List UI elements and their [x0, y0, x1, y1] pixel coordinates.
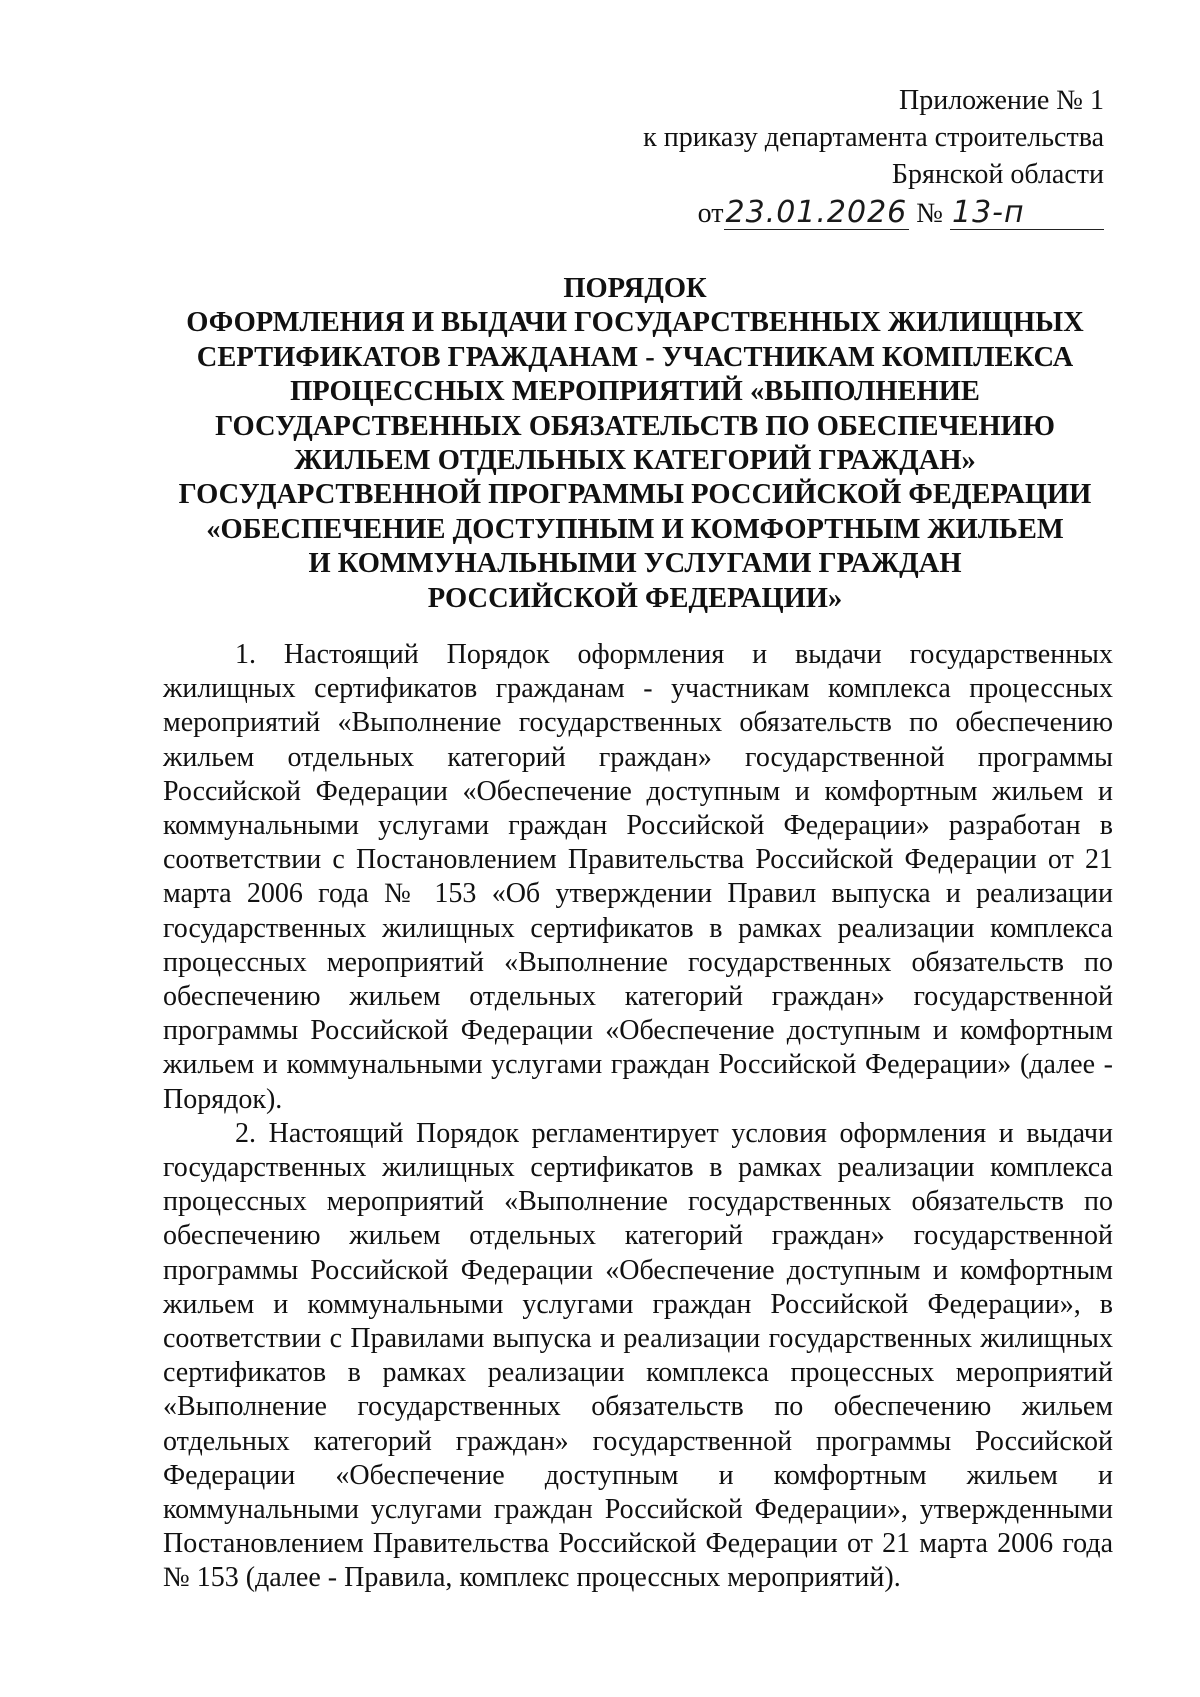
title-line: И КОММУНАЛЬНЫМИ УСЛУГАМИ ГРАЖДАН — [308, 548, 962, 580]
title-line: ПРОЦЕССНЫХ МЕРОПРИЯТИЙ «ВЫПОЛНЕНИЕ — [290, 376, 980, 408]
document-body — [163, 638, 1113, 1596]
document-title — [150, 272, 1120, 616]
title-line: ОФОРМЛЕНИЯ И ВЫДАЧИ ГОСУДАРСТВЕННЫХ ЖИЛИЩНЫХ — [186, 307, 1084, 339]
appendix-title: Приложение № 1 — [899, 85, 1104, 116]
title-line: ПОРЯДОК — [563, 273, 707, 304]
appendix-date-number-line — [544, 195, 1104, 232]
title-line: СЕРТИФИКАТОВ ГРАЖДАНАМ - УЧАСТНИКАМ КОМПЛЕКСА — [196, 341, 1074, 373]
paragraph-1: 1. Настоящий Порядок оформления и выдачи государственных жилищных сертификатов гражданам - участникам комплекса процессных мероприятий «Выполнение государственных обязательств по обеспечению жильем отдельных категорий граждан» государственной программы Российской Федерации «Обеспечение доступным и комфортным жильем и коммунальными услугами граждан Российской Федерации» разработан в соответствии с Постановлением Правительства Российской Федерации от 21 марта 2006 года № 153 «Об утверждении Правил выпуска и реализации государственных жилищных сертификатов в рамках реализации комплекса процессных мероприятий «Выполнение государственных обязательств по обеспечению жильем отдельных категорий граждан» государственной программы Российской Федерации «Обеспечение доступным и комфортным жильем и коммунальными услугами граждан Российской Федерации» (далее - Порядок). — [163, 639, 1113, 1115]
title-line: ЖИЛЬЕМ ОТДЕЛЬНЫХ КАТЕГОРИЙ ГРАЖДАН» — [294, 445, 976, 477]
date-prefix: от — [697, 198, 724, 229]
title-line: ГОСУДАРСТВЕННЫХ ОБЯЗАТЕЛЬСТВ ПО ОБЕСПЕЧЕНИЮ — [215, 410, 1055, 442]
appendix-region: Брянской области — [891, 159, 1104, 190]
appendix-header — [544, 82, 1104, 232]
number-value: 13-п — [952, 195, 1025, 230]
appendix-order-reference: к приказу департамента строительства — [643, 122, 1104, 153]
handwritten-number — [950, 195, 1104, 230]
title-line: РОССИЙСКОЙ ФЕДЕРАЦИИ» — [427, 582, 843, 614]
paragraph-2: 2. Настоящий Порядок регламентирует условия оформления и выдачи государственных жилищных сертификатов в рамках реализации комплекса процессных мероприятий «Выполнение государственных обязательств по обеспечению жильем отдельных категорий граждан» государственной программы Российской Федерации «Обеспечение доступным и комфортным жильем и коммунальными услугами граждан Российской Федерации», в соответствии с Правилами выпуска и реализации государственных жилищных сертификатов в рамках реализации комплекса процессных мероприятий «Выполнение государственных обязательств по обеспечению жильем отдельных категорий граждан» государственной программы Российской Федерации «Обеспечение доступным и комфортным жильем и коммунальными услугами граждан Российской Федерации», утвержденными Постановлением Правительства Российской Федерации от 21 марта 2006 года № 153 (далее - Правила, комплекс процессных мероприятий). — [163, 1117, 1113, 1594]
date-value: 23.01.2026 — [725, 195, 908, 230]
handwritten-date — [724, 195, 910, 230]
title-line: «ОБЕСПЕЧЕНИЕ ДОСТУПНЫМ И КОМФОРТНЫМ ЖИЛЬЕМ — [206, 513, 1064, 545]
title-line: ГОСУДАРСТВЕННОЙ ПРОГРАММЫ РОССИЙСКОЙ ФЕДЕРАЦИИ — [178, 479, 1092, 511]
number-sign: № — [916, 198, 943, 229]
